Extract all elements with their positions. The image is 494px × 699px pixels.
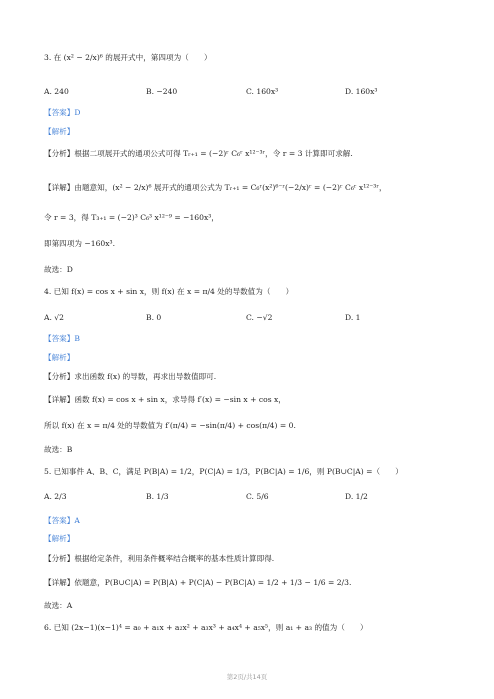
q5-fenxi: 【分析】根据给定条件，利用条件概率结合概率的基本性质计算即得. bbox=[44, 554, 275, 563]
q5-option-a: A. 2/3 bbox=[44, 492, 67, 501]
q4-option-d: D. 1 bbox=[345, 313, 361, 322]
q4-option-a: A. √2 bbox=[44, 313, 64, 322]
q5-stem: 5. 已知事件 A、B、C，满足 P(B|A) = 1/2，P(C|A) = 1/3，P(BC|A) = 1/6，则 P(B∪C|A) =（ ） bbox=[44, 467, 403, 476]
q5-analysis-label: 【解析】 bbox=[44, 534, 75, 543]
q5-choice: 故选：A bbox=[44, 601, 73, 610]
q3-option-d: D. 160x³ bbox=[345, 87, 378, 96]
q3-option-b: B. −240 bbox=[146, 87, 178, 96]
q4-fenxi: 【分析】求出函数 f(x) 的导数，再求出导数值即可. bbox=[44, 372, 217, 381]
q3-xiangjie: 【详解】由题意知，(x² − 2/x)⁶ 展开式的通项公式为 Tᵣ₊₁ = C₆ʳ(x²)⁶⁻ʳ(−2/x)ʳ = (−2)ʳ C₆ʳ x¹²⁻³ʳ， bbox=[44, 183, 387, 192]
q5-option-d: D. 1/2 bbox=[345, 492, 368, 501]
q3-stem: 3. 在 (x² − 2/x)⁶ 的展开式中，第四项为（ ） bbox=[44, 53, 212, 62]
q5-answer: 【答案】A bbox=[44, 516, 80, 525]
q4-stem: 4. 已知 f(x) = cos x + sin x，则 f(x) 在 x = π/4 处的导数值为（ ） bbox=[44, 287, 294, 296]
q3-option-a: A. 240 bbox=[44, 87, 69, 96]
q4-choice: 故选：B bbox=[44, 445, 73, 454]
q6-stem: 6. 已知 (2x−1)(x−1)⁴ = a₀ + a₁x + a₂x² + a₃x³ + a₄x⁴ + a₅x⁵，则 a₁ + a₃ 的值为（ ） bbox=[44, 623, 368, 632]
q5-option-c: C. 5/6 bbox=[246, 492, 269, 501]
q3-analysis-label: 【解析】 bbox=[44, 127, 75, 136]
q4-analysis-label: 【解析】 bbox=[44, 353, 75, 362]
q3-step2: 即第四项为 −160x³. bbox=[44, 239, 115, 248]
q4-option-b: B. 0 bbox=[146, 313, 162, 322]
q5-xiangjie: 【详解】依题意，P(B∪C|A) = P(B|A) + P(C|A) − P(BC|A) = 1/2 + 1/3 − 1/6 = 2/3. bbox=[44, 578, 352, 587]
q4-option-c: C. −√2 bbox=[246, 313, 273, 322]
q3-option-c: C. 160x³ bbox=[246, 87, 279, 96]
q4-xiangjie: 【详解】函数 f(x) = cos x + sin x，求导得 f′(x) = −sin x + cos x， bbox=[44, 395, 286, 404]
page-footer: 第2页/共14页 bbox=[226, 673, 268, 681]
q4-answer: 【答案】B bbox=[44, 334, 80, 343]
q3-fenxi: 【分析】根据二项展开式的通项公式可得 Tᵣ₊₁ = (−2)ʳ C₆ʳ x¹²⁻³ʳ，令 r = 3 计算即可求解. bbox=[44, 149, 353, 158]
q3-step1: 令 r = 3，得 T₃₊₁ = (−2)³ C₆³ x¹²⁻⁹ = −160x³， bbox=[44, 213, 219, 222]
q3-answer: 【答案】D bbox=[44, 108, 81, 117]
q4-step1: 所以 f(x) 在 x = π/4 处的导数值为 f′(π/4) = −sin(π/4) + cos(π/4) = 0. bbox=[44, 421, 296, 430]
q3-choice: 故选：D bbox=[44, 265, 73, 274]
q5-option-b: B. 1/3 bbox=[146, 492, 169, 501]
